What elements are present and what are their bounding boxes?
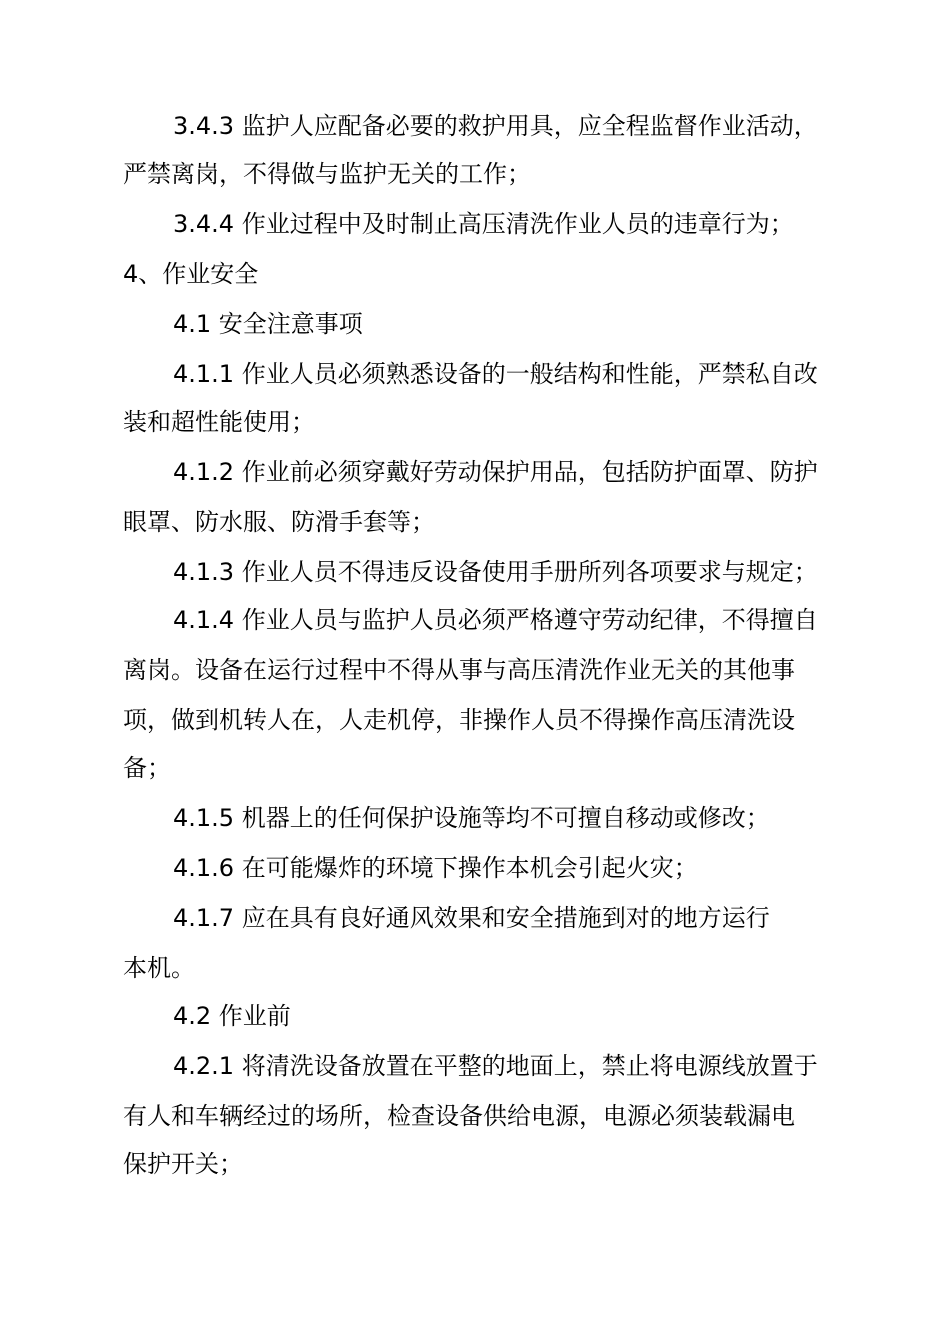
para-4-1-2-line-2: 眼罩、防水服、防滑手套等； — [123, 508, 435, 536]
para-4-2-1-line-3: 保护开关； — [123, 1150, 243, 1178]
para-4-1-4-line-3: 项，做到机转人在，人走机停，非操作人员不得操作高压清洗设 — [123, 706, 795, 734]
para-3-4-4: 3.4.4 作业过程中及时制止高压清洗作业人员的违章行为； — [173, 210, 794, 238]
heading-4-2: 4.2 作业前 — [173, 1002, 291, 1030]
para-4-1-1-line-2: 装和超性能使用； — [123, 408, 315, 436]
para-4-1-4-line-4: 备； — [123, 754, 171, 782]
para-4-1-7-line-2: 本机。 — [123, 954, 195, 982]
para-4-1-4-line-1: 4.1.4 作业人员与监护人员必须严格遵守劳动纪律，不得擅自 — [173, 606, 818, 634]
para-3-4-3-line-1: 3.4.3 监护人应配备必要的救护用具，应全程监督作业活动， — [173, 112, 818, 140]
para-4-1-3: 4.1.3 作业人员不得违反设备使用手册所列各项要求与规定； — [173, 558, 818, 586]
para-4-1-4-line-2: 离岗。设备在运行过程中不得从事与高压清洗作业无关的其他事 — [123, 656, 795, 684]
para-3-4-3-line-2: 严禁离岗，不得做与监护无关的工作； — [123, 160, 531, 188]
para-4-2-1-line-1: 4.2.1 将清洗设备放置在平整的地面上，禁止将电源线放置于 — [173, 1052, 818, 1080]
para-4-1-7-line-1: 4.1.7 应在具有良好通风效果和安全措施到对的地方运行 — [173, 904, 770, 932]
para-4-2-1-line-2: 有人和车辆经过的场所，检查设备供给电源，电源必须装载漏电 — [123, 1102, 795, 1130]
para-4-1-5: 4.1.5 机器上的任何保护设施等均不可擅自移动或修改； — [173, 804, 770, 832]
para-4-1-1-line-1: 4.1.1 作业人员必须熟悉设备的一般结构和性能，严禁私自改 — [173, 360, 818, 388]
heading-4: 4、作业安全 — [123, 260, 259, 288]
para-4-1-6: 4.1.6 在可能爆炸的环境下操作本机会引起火灾； — [173, 854, 698, 882]
heading-4-1: 4.1 安全注意事项 — [173, 310, 363, 338]
para-4-1-2-line-1: 4.1.2 作业前必须穿戴好劳动保护用品，包括防护面罩、防护 — [173, 458, 818, 486]
